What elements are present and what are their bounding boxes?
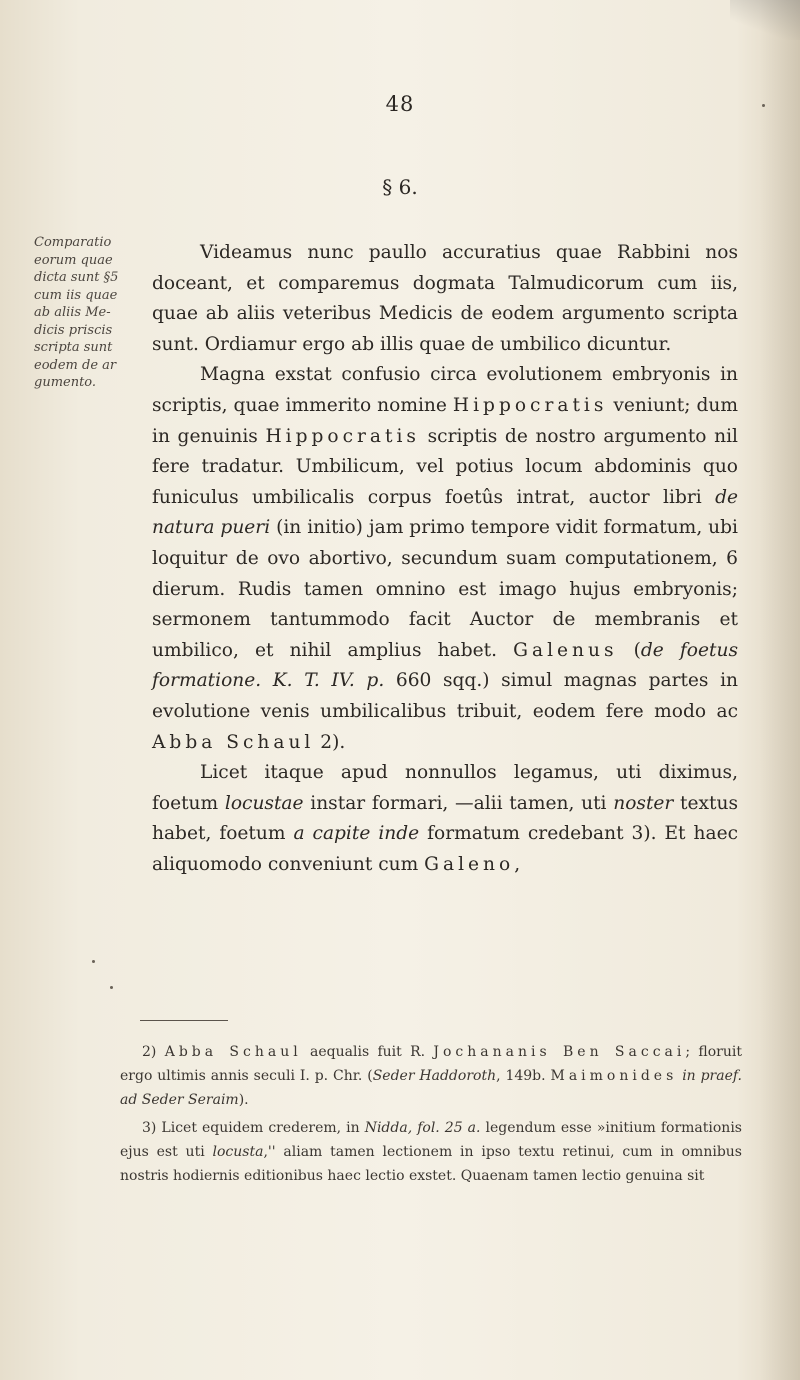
italic-word: noster	[613, 792, 674, 814]
spaced-name: Abba Schaul	[152, 731, 315, 753]
margin-note-line: Comparatio	[34, 235, 112, 250]
scan-speck	[762, 104, 765, 107]
text-run: 660 sqq.) simul magnas partes in evolutione venis umbilicalibus tribuit, eodem fere modo ac	[152, 670, 739, 722]
section-heading: § 6.	[382, 175, 418, 199]
paragraph-3	[152, 758, 738, 880]
italic-word: locustae	[224, 792, 304, 814]
text-run: instar formari, —alii tamen, uti	[303, 792, 614, 814]
scan-edge-shadow	[760, 0, 800, 1380]
margin-note-line: dicis priscis	[34, 322, 113, 338]
italic-word: a capite inde	[293, 823, 420, 845]
margin-note-line: gumento.	[34, 375, 97, 390]
footnote-divider	[140, 1020, 228, 1021]
text-run: legendum esse »initium formationis ejus est uti	[120, 1120, 742, 1160]
margin-note-line: cum iis quae	[34, 287, 118, 303]
footnote-2	[120, 1040, 742, 1112]
spaced-name: Hippocratis	[452, 394, 608, 416]
text-run: 2)	[142, 1044, 165, 1060]
text-run: aequalis fuit R.	[301, 1044, 434, 1060]
text-run: 2).	[314, 731, 346, 753]
margin-note-line: dicta sunt §5	[34, 270, 119, 285]
spaced-name: Abba Schaul	[164, 1044, 302, 1060]
italic-word: locusta	[212, 1144, 264, 1160]
text-run: (	[617, 639, 641, 661]
main-text	[152, 238, 738, 880]
scan-corner-shadow	[730, 0, 800, 40]
text-run: , 149b.	[496, 1068, 551, 1084]
text-run: ).	[238, 1092, 249, 1108]
text-run: Magna exstat confusio circa evolutionem embryonis in scriptis, quae immerito nomine	[152, 364, 738, 416]
text-run: textus habet, foetum	[152, 792, 738, 845]
italic-citation: de foetus formatione. K. T. IV. p.	[152, 639, 738, 692]
margin-note-line: ab aliis Me-	[34, 305, 111, 320]
scan-speck	[110, 986, 113, 989]
italic-title: Seder Haddoroth	[372, 1068, 497, 1084]
spaced-name: Jochananis Ben Saccai	[433, 1044, 686, 1060]
text-run: scriptis de nostro argumento nil fere tradatur. Umbilicum, vel potius locum abdominis quo funiculus umbilicalis corpus foetûs intrat, auctor libri	[152, 425, 738, 508]
text-run: (in initio) jam primo tempore vidit formatum, ubi loquitur de ovo abortivo, secundum suam computationem, 6 dierum. Rudis tamen omnino est imago hujus embryonis; sermonem tantummodo facit Auctor de membranis et umbilico, et nihil amplius habet.	[152, 517, 738, 661]
italic-title: de natura pueri	[152, 486, 738, 539]
footnote-3	[120, 1116, 742, 1188]
scan-speck	[92, 960, 95, 963]
text-run: ; floruit ergo ultimis annis seculi I. p. Chr. (	[120, 1044, 742, 1084]
page-number: 48	[385, 92, 415, 116]
text-run: veniunt; dum in genuinis	[152, 394, 738, 447]
text-run: formatum credebant 3). Et haec aliquomodo conveniunt cum	[152, 823, 738, 875]
spaced-name: Hippocratis	[265, 425, 420, 447]
text-run: Licet itaque apud nonnullos legamus, uti diximus, foetum	[152, 762, 738, 814]
italic-citation: Nidda, fol. 25 a.	[364, 1120, 481, 1136]
spaced-name: Maimonides	[550, 1068, 678, 1084]
margin-note-line: scripta sunt	[34, 340, 113, 355]
paragraph-2	[152, 360, 738, 758]
spaced-name: Galeno	[424, 853, 515, 875]
text-run: 3) Licet equidem crederem, in	[142, 1120, 365, 1136]
italic-citation: in praef. ad Seder Seraim	[120, 1068, 742, 1108]
margin-note-line: eorum quae	[34, 252, 113, 268]
spaced-name: Galenus	[513, 639, 618, 661]
margin-note-line: eodem de ar	[34, 357, 117, 373]
paragraph-1: Videamus nunc paullo accuratius quae Rabbini nos doceant, et comparemus dogmata Talmudicorum cum iis, quae ab aliis veteribus Medicis de eodem argumento scripta sunt. Ordiamur ergo ab illis quae de umbilico dicuntur.	[152, 242, 738, 355]
text-run: ,'' aliam tamen lectionem in ipso textu retinui, cum in omnibus nostris hodiernis editionibus haec lectio exstet. Quaenam tamen lectio genuina sit	[120, 1144, 742, 1184]
margin-note	[34, 234, 158, 392]
footnotes	[120, 1040, 742, 1192]
text-run: ,	[514, 853, 521, 875]
